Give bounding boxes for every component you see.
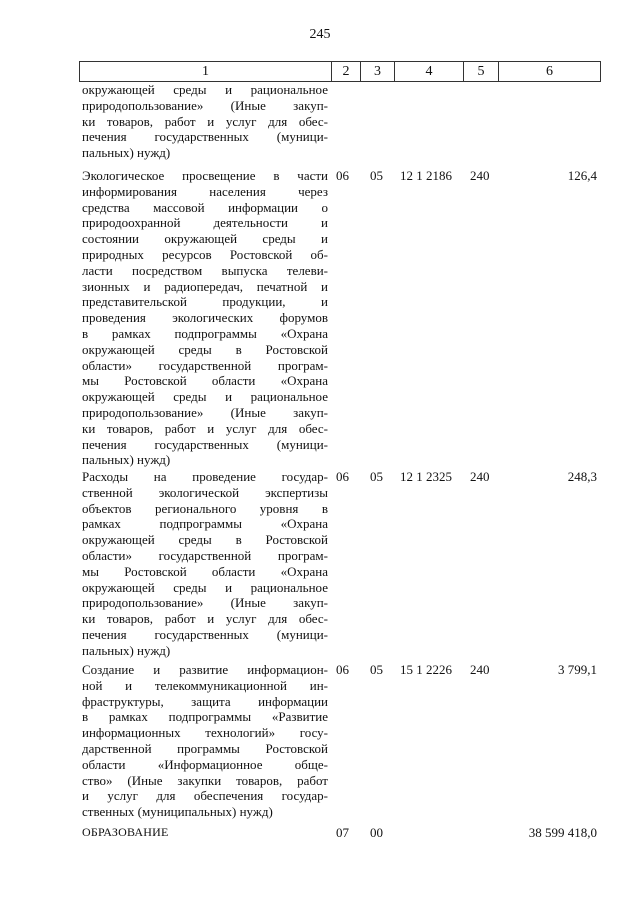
cell-subsection: 05: [370, 168, 383, 183]
cell-expense-type: 240: [470, 469, 490, 484]
description-line: зионных и радиопередач, печатной и: [82, 278, 328, 294]
cell-target-code: 12 1 2325: [400, 469, 452, 484]
cell-target-code: 12 1 2186: [400, 168, 452, 183]
description-line: природоохранной деятельности и: [82, 215, 328, 231]
description-line: мы Ростовской области «Охрана: [82, 563, 328, 579]
cell-amount: 3 799,1: [558, 662, 597, 677]
description-line: области» государственной програм-: [82, 357, 328, 373]
table-row-description: [82, 469, 328, 659]
description-line: объектов регионального уровня в: [82, 500, 328, 516]
description-line: проведения экологических форумов: [82, 310, 328, 326]
cell-section: 06: [336, 662, 349, 677]
header-col-6: 6: [546, 64, 553, 79]
description-line: печения государственных (муници-: [82, 436, 328, 452]
cell-section: 06: [336, 469, 349, 484]
page-number: 245: [309, 27, 331, 42]
table-row-description: [82, 82, 328, 161]
cell-subsection: 00: [370, 825, 383, 840]
description-line: ственных (муниципальных) нужд): [82, 804, 273, 820]
description-line: ки товаров, работ и услуг для обес-: [82, 611, 328, 627]
description-line: информационных технологий» госу-: [82, 725, 328, 741]
cell-target-code: 15 1 2226: [400, 662, 452, 677]
header-col-1: 1: [80, 62, 332, 81]
description-line: фраструктуры, защита информации: [82, 693, 328, 709]
cell-amount: 126,4: [567, 168, 597, 183]
description-line: природопользование» (Иные закуп-: [82, 595, 328, 611]
description-line: пальных) нужд): [82, 642, 171, 658]
table-header: [79, 61, 601, 82]
description-line: информирования населения через: [82, 183, 328, 199]
cell-subsection: 05: [370, 662, 383, 677]
description-line: природопользование» (Иные закуп-: [82, 404, 328, 420]
description-line: окружающей среды в Ростовской: [82, 532, 328, 548]
description-line: в рамках подпрограммы «Охрана: [82, 325, 328, 341]
description-line: мы Ростовской области «Охрана: [82, 373, 328, 389]
description-line: области «Информационное обще-: [82, 756, 328, 772]
header-col-2: 2: [332, 62, 361, 81]
description-line: Создание и развитие информацион-: [82, 662, 328, 677]
description-line: в рамках подпрограммы «Развитие: [82, 709, 328, 725]
cell-subsection: 05: [370, 469, 383, 484]
description-line: ной и телекоммуникационной ин-: [82, 677, 328, 693]
description-line: Экологическое просвещение в части: [82, 168, 328, 183]
description-line: окружающей среды и рациональное: [82, 579, 328, 595]
description-line: ки товаров, работ и услуг для обес-: [82, 113, 328, 129]
header-col-5: 5: [464, 62, 499, 81]
description-line: ки товаров, работ и услуг для обес-: [82, 420, 328, 436]
cell-expense-type: 240: [470, 168, 490, 183]
description-line: и услуг для обеспечения государ-: [82, 788, 328, 804]
description-line: печения государственных (муници-: [82, 626, 328, 642]
description-line: пальных) нужд): [82, 145, 171, 161]
description-line: ОБРАЗОВАНИЕ: [82, 825, 169, 839]
cell-section: 07: [336, 825, 349, 840]
cell-amount: 38 599 418,0: [528, 825, 597, 840]
table-row-description: [82, 168, 328, 468]
description-line: пальных) нужд): [82, 452, 171, 468]
description-line: природопользование» (Иные закуп-: [82, 97, 328, 113]
description-line: состоянии окружающей среды и: [82, 231, 328, 247]
description-line: окружающей среды и рациональное: [82, 389, 328, 405]
description-line: средства массовой информации о: [82, 199, 328, 215]
cell-section: 06: [336, 168, 349, 183]
description-line: области» государственной програм-: [82, 547, 328, 563]
description-line: Расходы на проведение государ-: [82, 469, 328, 484]
description-line: природных ресурсов Ростовской об-: [82, 246, 328, 262]
description-line: окружающей среды и рациональное: [82, 82, 328, 97]
header-col-3: 3: [361, 62, 395, 81]
description-line: печения государственных (муници-: [82, 129, 328, 145]
section-heading-education: [82, 825, 328, 841]
description-line: дарственной программы Ростовской: [82, 740, 328, 756]
header-col-4: 4: [395, 62, 464, 81]
description-line: рамках подпрограммы «Охрана: [82, 516, 328, 532]
description-line: ственной экологической экспертизы: [82, 484, 328, 500]
description-line: представительской продукции, и: [82, 294, 328, 310]
table-row-description: [82, 662, 328, 820]
cell-expense-type: 240: [470, 662, 490, 677]
description-line: ласти посредством выпуска телеви-: [82, 262, 328, 278]
description-line: ство» (Иные закупки товаров, работ: [82, 772, 328, 788]
description-line: окружающей среды в Ростовской: [82, 341, 328, 357]
cell-amount: 248,3: [567, 469, 597, 484]
